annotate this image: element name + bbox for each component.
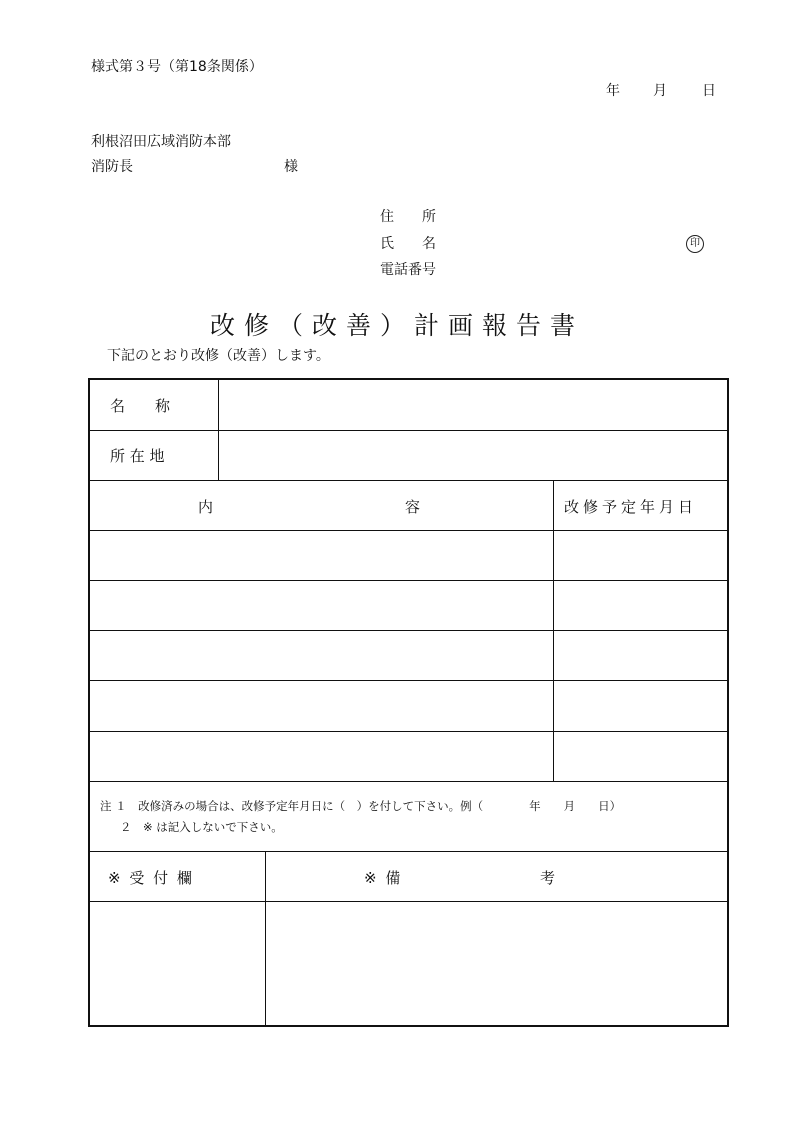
content-header-1: 内 [198,498,214,516]
remarks-header-1: ※ 備 [364,869,403,887]
reception-header: ※ 受 付 欄 [108,869,194,887]
row-divider [90,731,727,732]
row-divider [90,480,727,481]
row-divider [90,851,727,852]
note-1: 注 １ 改修済みの場合は、改修予定年月日に（ ）を付して下さい。例（ 年 月 日） [100,799,622,813]
document-title: 改修（改善）計画報告書 [209,311,584,340]
intro-text: 下記のとおり改修（改善）します。 [107,348,330,364]
content-header-2: 容 [405,498,421,516]
form-number: 様式第３号（第18条関係） [91,59,263,75]
applicant-name-label: 氏 名 [380,236,436,252]
date-day-label: 日 [702,83,716,99]
honorific: 様 [284,159,298,175]
applicant-phone-label: 電話番号 [380,262,436,278]
row-divider [90,630,727,631]
applicant-address-label: 住 所 [380,209,436,225]
row-divider [90,680,727,681]
planned-date-header: 改修予定年月日 [564,498,698,516]
addressee-title: 消防長 [91,159,133,175]
row-divider [90,901,727,902]
column-divider [218,380,219,480]
seal-mark: 印 [686,235,704,253]
report-table [88,378,729,1027]
column-divider [265,851,266,1027]
row-divider [90,781,727,782]
name-label: 名 称 [110,397,171,415]
date-month-label: 月 [653,83,667,99]
column-divider [553,480,554,781]
addressee-organization: 利根沼田広域消防本部 [91,134,231,150]
remarks-header-2: 考 [540,869,556,887]
row-divider [90,430,727,431]
location-label: 所 在 地 [110,447,165,465]
row-divider [90,580,727,581]
date-year-label: 年 [606,83,620,99]
row-divider [90,530,727,531]
note-2: ２ ※ は記入しないで下さい。 [120,820,283,834]
